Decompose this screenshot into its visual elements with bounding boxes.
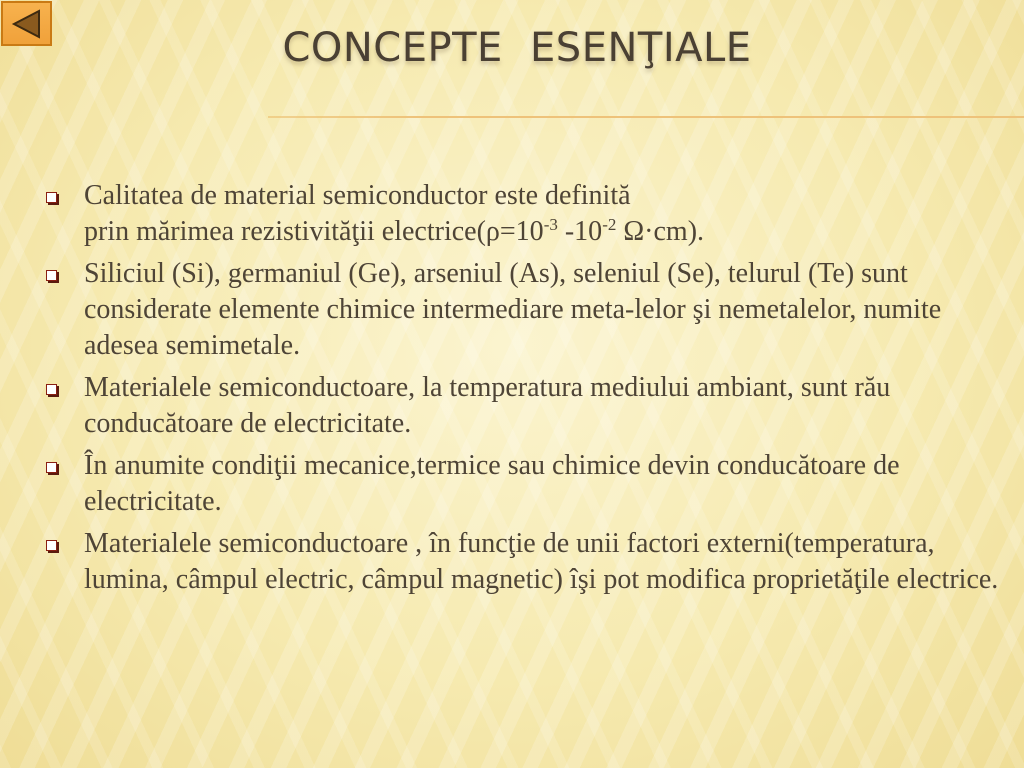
list-item	[44, 256, 1004, 364]
title-divider	[268, 116, 1024, 118]
formula-suffix: Ω·cm).	[616, 216, 705, 247]
bullet-text: Materialele semiconductoare, la temperatura mediului ambiant, sunt rău conducătoare de electricitate.	[84, 372, 891, 439]
formula-prefix: prin mărimea rezistivităţii electrice(ρ=10	[84, 216, 544, 247]
bullet-text: Siliciul (Si), germaniul (Ge), arseniul (As), seleniul (Se), telurul (Te) sunt considerate elemente chimice intermediare meta-lelor şi nemetalelor, numite adesea semimetale.	[84, 258, 942, 361]
square-bullet-icon	[46, 270, 57, 281]
list-item	[44, 526, 1004, 598]
bullet-text: În anumite condiţii mecanice,termice sau chimice devin conducătoare de electricitate.	[84, 450, 900, 517]
list-item	[44, 448, 1004, 520]
bullet-list	[44, 178, 1004, 604]
square-bullet-icon	[46, 192, 57, 203]
square-bullet-icon	[46, 540, 57, 551]
square-bullet-icon	[46, 384, 57, 395]
list-item	[44, 370, 1004, 442]
exponent: -3	[543, 215, 558, 234]
formula-mid: -10	[557, 216, 603, 247]
slide-title: CONCEPTE ESENŢIALE	[282, 25, 752, 71]
exponent: -2	[602, 215, 617, 234]
bullet-formula-line	[84, 214, 1004, 250]
square-bullet-icon	[46, 462, 57, 473]
bullet-text: Materialele semiconductoare , în funcţie de unii factori externi(temperatura, lumina, câmpul electric, câmpul magnetic) îşi pot modifica proprietăţile electrice.	[84, 528, 999, 595]
bullet-text: Calitatea de material semiconductor este definită	[84, 180, 631, 211]
list-item	[44, 178, 1004, 250]
